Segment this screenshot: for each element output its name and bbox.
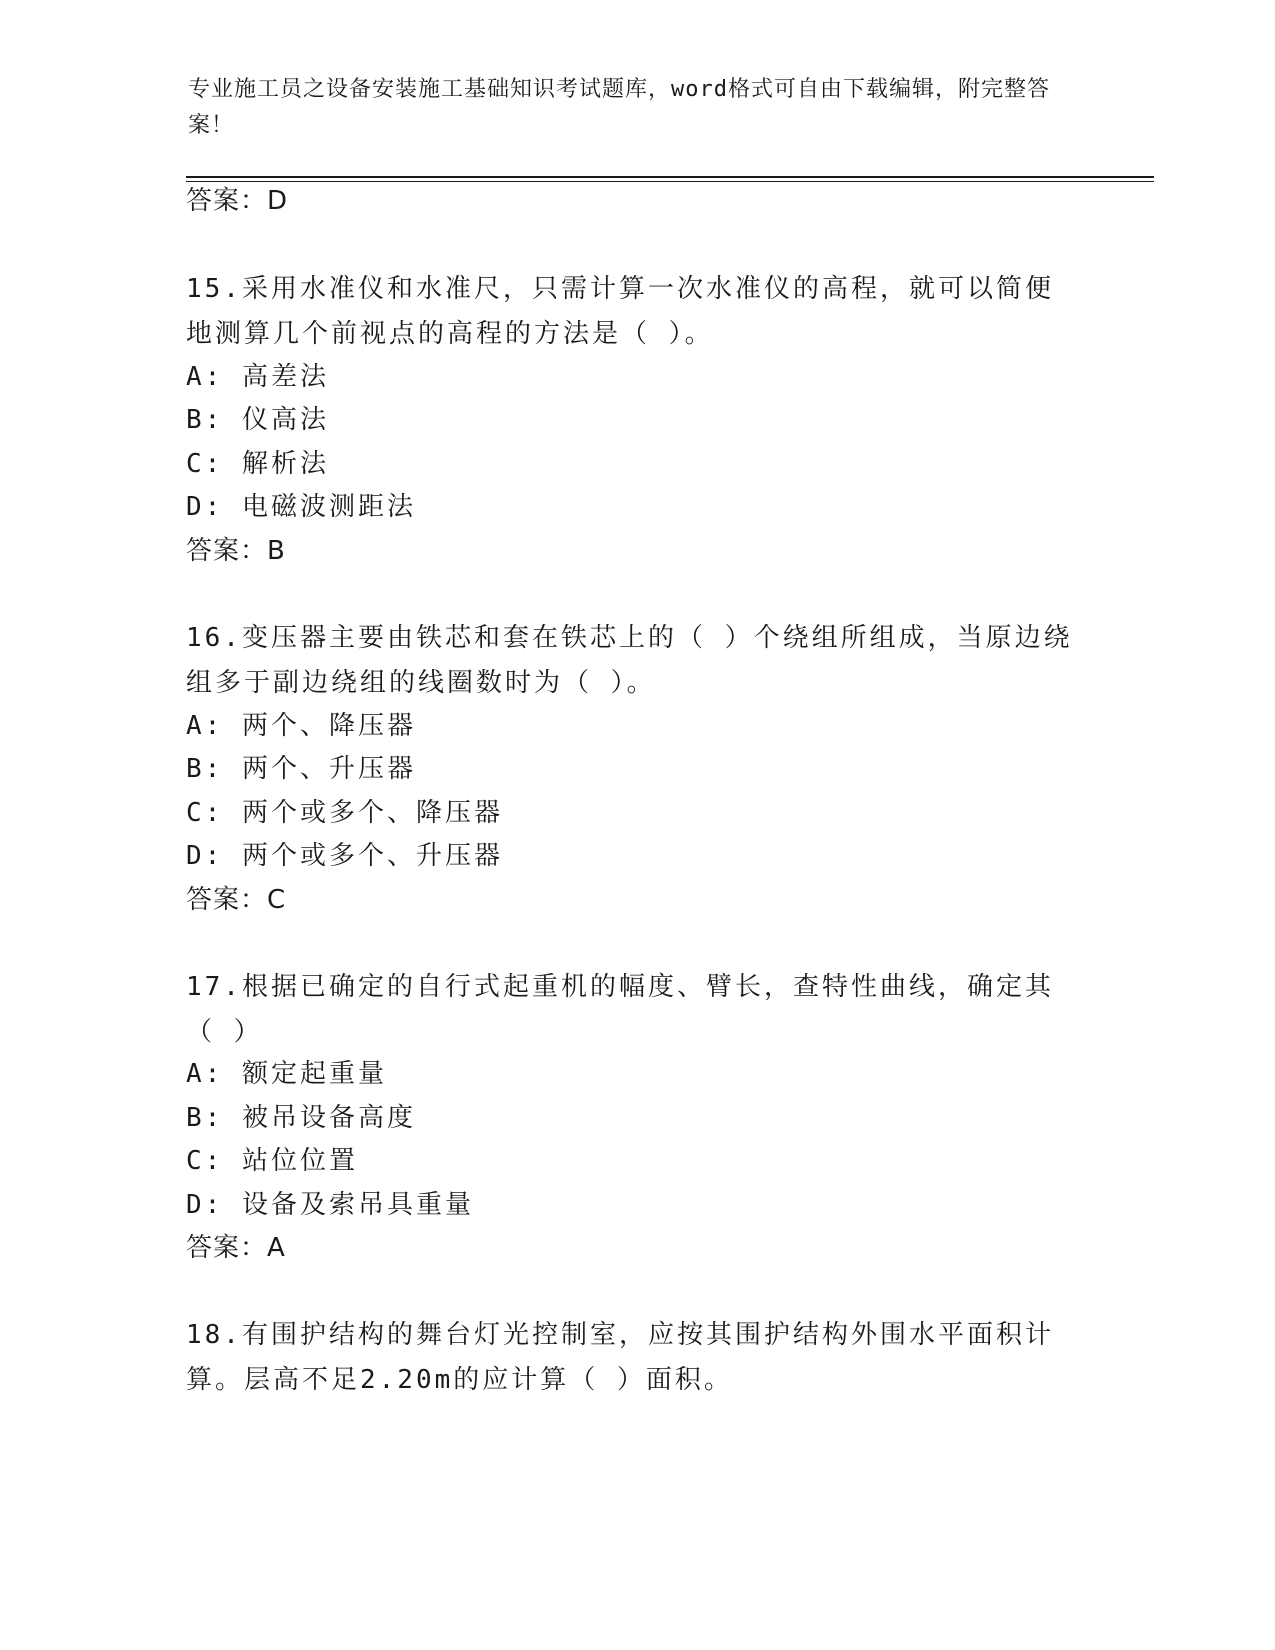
question-17-option-b: B: 被吊设备高度	[186, 1103, 416, 1133]
question-17-option-c: C: 站位位置	[186, 1146, 358, 1176]
question-15-option-c: C: 解析法	[186, 449, 329, 479]
answer-15: 答案：B	[186, 536, 286, 566]
question-15-option-d: D: 电磁波测距法	[186, 492, 416, 522]
header-divider-thin	[186, 181, 1154, 182]
question-17-option-a: A: 额定起重量	[186, 1059, 387, 1089]
question-16-option-b: B: 两个、升压器	[186, 754, 416, 784]
document-header: 专业施工员之设备安装施工基础知识考试题库，word格式可自由下载编辑，附完整答案！	[188, 77, 1050, 138]
question-16-option-d: D: 两个或多个、升压器	[186, 841, 503, 871]
question-17-option-d: D: 设备及索吊具重量	[186, 1190, 474, 1220]
answer-16: 答案：C	[186, 885, 287, 915]
question-15-text: 15.采用水准仪和水准尺，只需计算一次水准仪的高程，就可以简便地测算几个前视点的高程的方法是（ ）。	[186, 274, 1054, 349]
question-16-text: 16.变压器主要由铁芯和套在铁芯上的（ ）个绕组所组成，当原边绕组多于副边绕组的线圈数时为（ ）。	[186, 623, 1073, 698]
question-15-option-a: A: 高差法	[186, 362, 329, 392]
header-divider-thick	[186, 176, 1154, 178]
question-18-text: 18.有围护结构的舞台灯光控制室，应按其围护结构外围水平面积计算。层高不足2.20m的应计算（ ）面积。	[186, 1320, 1054, 1395]
question-17-text: 17.根据已确定的自行式起重机的幅度、臂长，查特性曲线，确定其（ ）	[186, 972, 1054, 1047]
answer-17: 答案：A	[186, 1233, 286, 1263]
question-16-option-a: A: 两个、降压器	[186, 711, 416, 741]
answer-14: 答案：D	[186, 186, 289, 216]
question-16-option-c: C: 两个或多个、降压器	[186, 798, 503, 828]
question-15-option-b: B: 仪高法	[186, 405, 329, 435]
